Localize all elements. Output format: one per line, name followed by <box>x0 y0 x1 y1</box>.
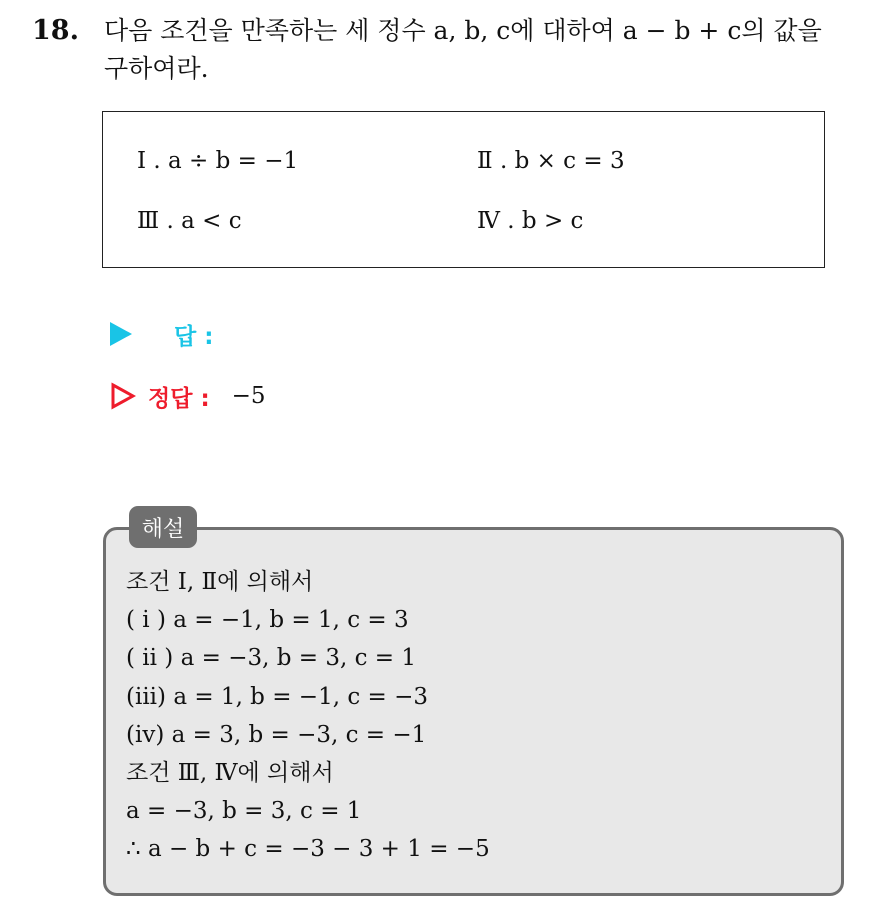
condition-3: Ⅲ . a < c <box>137 208 242 234</box>
solution-line: a = −3, b = 3, c = 1 <box>126 798 362 825</box>
solution-tab: 해설 <box>129 506 197 548</box>
outline-play-icon <box>110 382 136 410</box>
solution-box <box>103 527 844 896</box>
solution-line: ∴ a − b + c = −3 − 3 + 1 = −5 <box>126 836 490 863</box>
correct-answer-label: 정답 : <box>148 385 210 412</box>
solution-line: ( ii ) a = −3, b = 3, c = 1 <box>126 645 417 672</box>
question-text <box>104 12 872 88</box>
question-text-line: 다음 조건을 만족하는 세 정수 a, b, c에 대하여 a − b + c의 값을 <box>104 16 822 45</box>
play-icon <box>110 322 132 346</box>
condition-2: Ⅱ . b × c = 3 <box>477 148 625 174</box>
condition-1: Ⅰ . a ÷ b = −1 <box>137 148 299 174</box>
correct-answer-row <box>110 380 266 412</box>
solution-line: (iii) a = 1, b = −1, c = −3 <box>126 683 429 710</box>
solution-line: ( i ) a = −1, b = 1, c = 3 <box>126 607 409 634</box>
condition-4: Ⅳ . b > c <box>477 208 584 234</box>
answer-row <box>110 318 213 350</box>
conditions-box <box>102 111 825 268</box>
question-number: 18. <box>32 15 79 46</box>
answer-label: 답 : <box>174 323 214 350</box>
solution-line: 조건 Ⅰ, Ⅱ에 의해서 <box>126 569 314 595</box>
question <box>32 12 872 88</box>
question-text-line: 구하여라. <box>104 54 209 83</box>
solution-line: (iv) a = 3, b = −3, c = −1 <box>126 721 427 748</box>
solution-line: 조건 Ⅲ, Ⅳ에 의해서 <box>126 760 334 787</box>
correct-answer-value: −5 <box>231 383 266 409</box>
